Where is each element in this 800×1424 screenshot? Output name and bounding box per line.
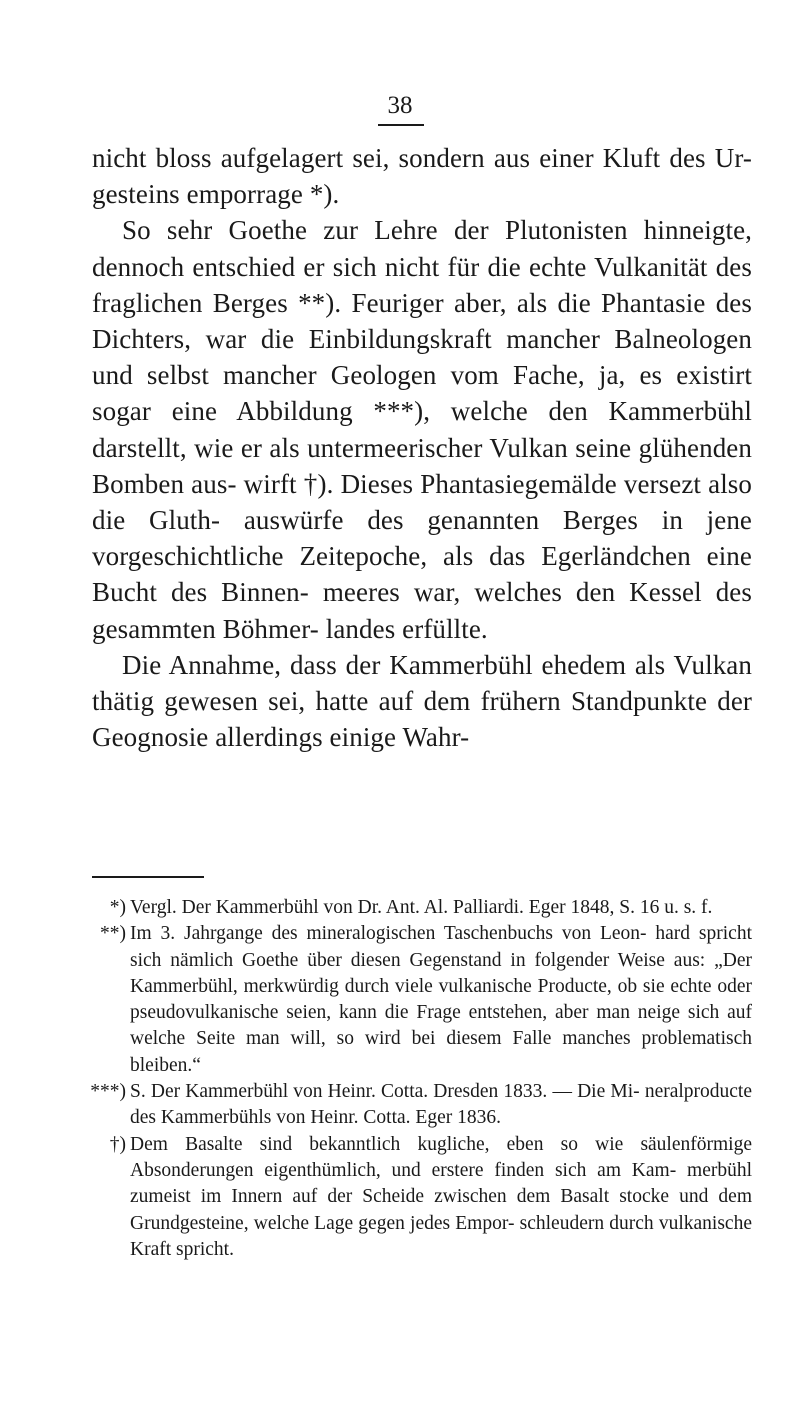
body-text xyxy=(92,140,752,755)
body-line: So sehr Goethe zur Lehre der Plutonisten hinneigte, xyxy=(122,215,752,246)
footnote-4 xyxy=(92,1132,752,1263)
footnote-line: merbühl zumeist im Innern auf der Scheide zwischen dem Basalt xyxy=(130,1159,753,1208)
footnote-line: stocke und dem Grundgesteine, welche Lage gegen jedes Empor- xyxy=(130,1186,752,1234)
body-line: eine Abbildung ***), welche den Kammerbühl darstellt, wie xyxy=(92,396,752,463)
paragraph-1 xyxy=(92,140,752,212)
footnotes xyxy=(92,895,752,1263)
body-line: Dichters, war die Einbildungskraft mancher Balneologen und xyxy=(92,324,752,391)
footnote-line: vulkanische Producte, ob sie echte oder pseudovulkanische seien, xyxy=(130,975,753,1024)
footnote-mark: ***) xyxy=(90,1081,126,1103)
body-line: auswürfe des genannten Berges in jene vorgeschichtliche xyxy=(92,505,753,572)
body-line: gesteins emporrage *). xyxy=(92,179,340,210)
body-line: als Vulkan thätig gewesen sei, hatte auf dem xyxy=(92,649,752,717)
footnote-mark: †) xyxy=(109,1133,126,1155)
footnote-line: S. Der Kammerbühl von Heinr. Cotta. Dresden 1833. — Die Mi- xyxy=(130,1081,640,1103)
page-number: 38 xyxy=(387,92,413,119)
footnote-1 xyxy=(92,895,752,921)
footnote-mark: *) xyxy=(109,897,126,918)
body-line: Zeitepoche, als das Egerländchen eine Bucht des Binnen- xyxy=(92,541,752,608)
paragraph-3 xyxy=(92,647,752,756)
body-line: meeres war, welches den Kessel des gesammten Böhmer- xyxy=(92,577,752,644)
footnote-line: kann die Frage entstehen, aber man neige sich auf welche Seite xyxy=(130,1002,753,1050)
body-line: wirft †). Dieses Phantasiegemälde versezt also die Gluth- xyxy=(92,468,752,536)
body-line: selbst mancher Geologen vom Fache, ja, es existirt sogar xyxy=(92,360,752,427)
footnote-line: schleudern durch vulkanische Kraft spricht. xyxy=(130,1212,752,1260)
body-line: nicht bloss aufgelagert sei, sondern aus einer Kluft des Ur- xyxy=(92,143,752,173)
body-line: frühern Standpunkte der Geognosie allerdings einige Wahr- xyxy=(92,686,752,753)
footnote-line: Vergl. Der Kammerbühl von Dr. Ant. Al. Palliardi. Eger 1848, xyxy=(130,897,615,918)
paragraph-2 xyxy=(92,212,752,646)
footnote-2 xyxy=(92,921,752,1079)
footnote-line: Dem Basalte sind bekanntlich kugliche, eben so wie säulenförmige xyxy=(130,1133,752,1155)
footnote-line: S. 16 u. s. f. xyxy=(619,897,713,918)
body-line: dennoch entschied er sich nicht für die echte Vulkanität des xyxy=(92,251,752,282)
body-line: er als untermeerischer Vulkan seine glühenden Bomben aus- xyxy=(92,432,752,499)
footnote-line: man will, so wird bei diesem Falle manches problematisch xyxy=(246,1028,752,1050)
footnote-separator xyxy=(92,876,204,878)
footnote-mark: **) xyxy=(100,923,126,945)
body-line: landes erfüllte. xyxy=(325,613,488,644)
footnote-line: neralproducte des Kammerbühls von Heinr. Cotta. Eger 1836. xyxy=(130,1081,753,1129)
body-line: Die Annahme, dass der Kammerbühl ehedem xyxy=(122,649,627,680)
footnote-line: bleiben.“ xyxy=(130,1054,201,1076)
page-number-underline xyxy=(378,124,424,126)
footnote-3 xyxy=(92,1079,752,1132)
footnote-line: Im 3. Jahrgange des mineralogischen Taschenbuchs von Leon- xyxy=(130,923,647,945)
footnote-line: hard spricht sich nämlich Goethe über diesen Gegenstand in xyxy=(130,923,753,971)
footnote-line: Absonderungen eigenthümlich, und erstere finden sich am Kam- xyxy=(130,1159,677,1181)
footnote-line: folgender Weise aus: „Der Kammerbühl, merkwürdig durch viele xyxy=(130,949,753,997)
body-line: fraglichen Berges **). Feuriger aber, als die Phantasie des xyxy=(92,287,752,318)
